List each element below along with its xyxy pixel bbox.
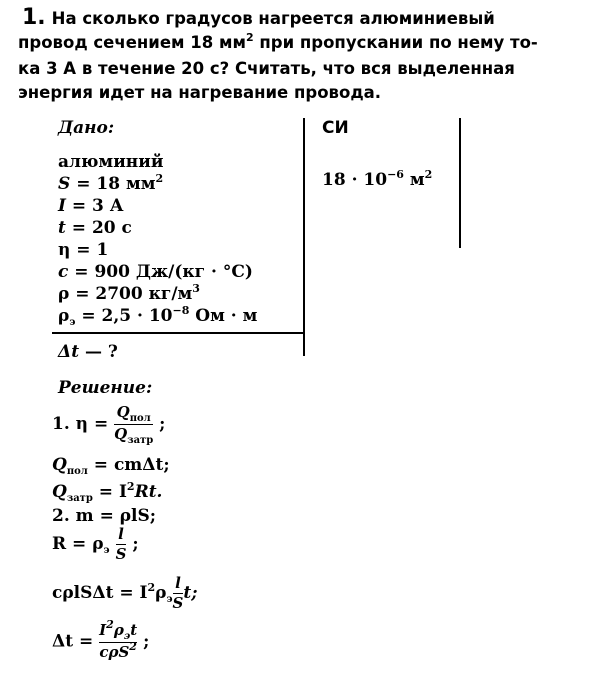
divider-given-si (303, 118, 305, 356)
given-rho: ρ = 2700 $кг/м^3$ (58, 282, 200, 304)
fraction-efficiency: $\frac{Q_{пол}}{Q_{затр}}$ (114, 403, 154, 446)
solution-step-4: 2. m = ρlS; (52, 506, 157, 526)
solution-step-3: $Q_{затр} = I^2Rt$. (52, 480, 163, 504)
given-c: c = 900 Дж/(кг · °С) (58, 262, 253, 282)
solution-heading: Решение: (58, 378, 153, 398)
given-rho-e: $\rho_э = 2,5 \cdot 10^{-8}$ Ом · м (58, 304, 258, 328)
given-eta: η = 1 (58, 240, 109, 260)
fraction-delta-t: $\frac{I^2\rho_эt}{c\rho S^2}$ (99, 618, 138, 661)
divider-find (52, 332, 304, 334)
solution-step-7: Δt = $\frac{I^2\rho_эt}{c\rho S^2}$ ; (52, 618, 150, 661)
si-value: $18 \cdot 10^{-6}$ $м^2$ (322, 168, 433, 190)
fraction-l-over-s: $\frac{l}{S}$ (115, 525, 127, 563)
fraction-l-over-s-2: $\frac{l}{S}$ (172, 574, 184, 612)
divider-si-right (459, 118, 461, 248)
solution-step-2: $Q_{пол} = cm\Delta t$; (52, 455, 170, 477)
given-material: алюминий (58, 152, 164, 172)
given-find: Δt — ? (58, 342, 118, 362)
problem-number: 1. (22, 5, 46, 30)
problem-statement (18, 6, 598, 105)
problem-line-1: 1. На сколько градусов нагреется алюминиевый (22, 5, 495, 30)
given-t: t = 20 с (58, 218, 132, 238)
solution-step-5: $R = \rho_э$ $\frac{l}{S}$ ; (52, 525, 139, 563)
solution-step-1: 1. η = $\frac{Q_{пол}}{Q_{затр}}$ ; (52, 403, 166, 446)
given-I: I = 3 А (58, 196, 124, 216)
problem-line-4: энергия идет на нагревание провода. (18, 83, 382, 102)
problem-line-2: провод сечением 18 $мм^2$ при пропускании по нему то- (18, 31, 538, 52)
si-heading: СИ (322, 118, 349, 138)
solution-step-6: $c\rho lS\Delta t = I^2\rho_э$ $\frac{l}{S}$ t; (52, 574, 198, 612)
problem-line-3: ка 3 А в течение 20 с? Считать, что вся выделенная (18, 59, 515, 78)
given-heading: Дано: (58, 118, 115, 138)
given-S: S = 18 $мм^2$ (58, 172, 164, 194)
